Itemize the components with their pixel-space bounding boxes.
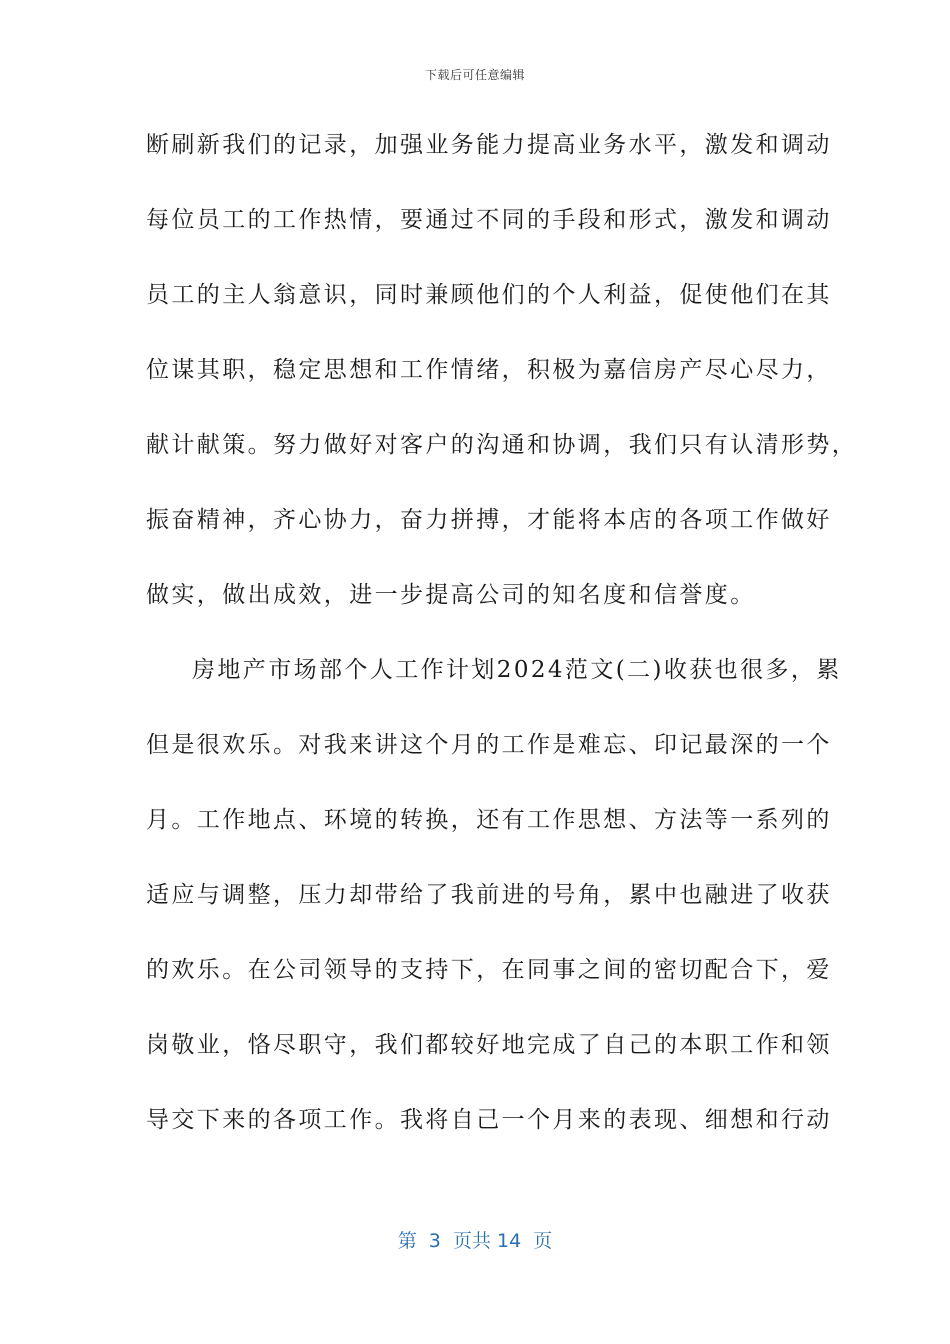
text-line: 献计献策。努力做好对客户的沟通和协调，我们只有认清形势，	[146, 432, 858, 458]
text-line: 振奋精神，齐心协力，奋力拼搏，才能将本店的各项工作做好	[146, 507, 832, 533]
text-line: 员工的主人翁意识，同时兼顾他们的个人利益，促使他们在其	[146, 282, 832, 308]
text-line: 断刷新我们的记录，加强业务能力提高业务水平，激发和调动	[146, 132, 832, 158]
text-line: 岗敬业，恪尽职守，我们都较好地完成了自己的本职工作和领	[146, 1032, 832, 1058]
text-line: 导交下来的各项工作。我将自己一个月来的表现、细想和行动	[146, 1107, 832, 1133]
text-line: 但是很欢乐。对我来讲这个月的工作是难忘、印记最深的一个	[146, 732, 832, 758]
header-note: 下载后可任意编辑	[424, 68, 525, 82]
text-line: 的欢乐。在公司领导的支持下，在同事之间的密切配合下，爱	[146, 957, 832, 983]
text-line: 月。工作地点、环境的转换，还有工作思想、方法等一系列的	[146, 807, 832, 833]
paragraph-start-line: 房地产市场部个人工作计划2024范文(二)收获也很多，累	[192, 657, 842, 683]
text-line: 位谋其职，稳定思想和工作情绪，积极为嘉信房产尽心尽力，	[146, 357, 832, 383]
page-number: 第 3 页共 14 页	[397, 1230, 553, 1252]
text-line: 每位员工的工作热情，要通过不同的手段和形式，激发和调动	[146, 207, 832, 233]
document-body	[146, 108, 858, 1158]
text-line: 做实，做出成效，进一步提高公司的知名度和信誉度。	[146, 582, 756, 608]
text-line: 适应与调整，压力却带给了我前进的号角，累中也融进了收获	[146, 882, 832, 908]
